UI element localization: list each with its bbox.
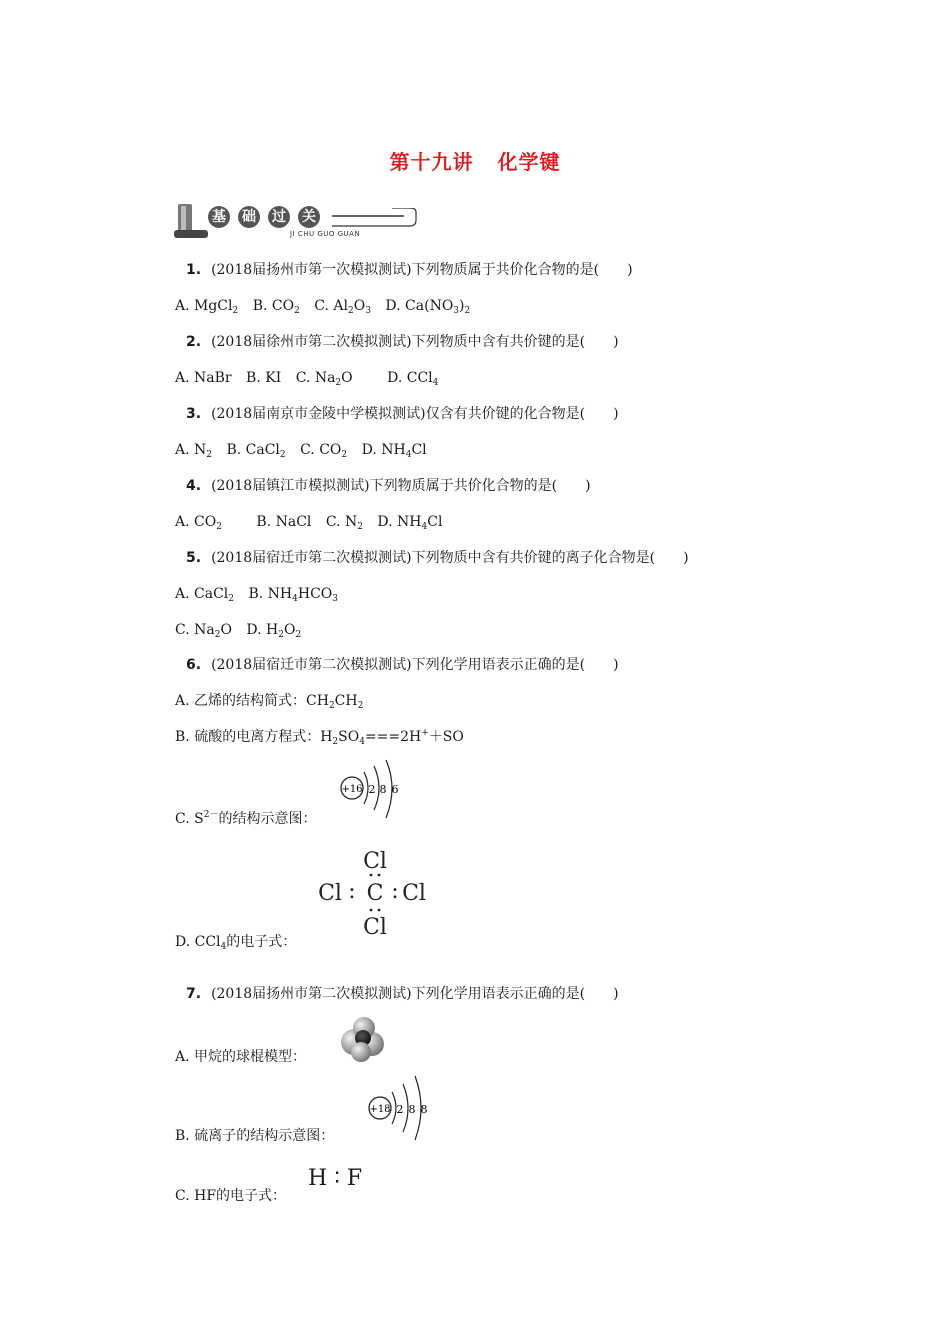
svg-text:C: C <box>366 881 384 906</box>
svg-text:Cl: Cl <box>363 849 387 874</box>
question-text: (2018届扬州市第二次模拟测试)下列化学用语表示正确的是( ) <box>211 986 619 1002</box>
question-text: (2018届镇江市模拟测试)下列物质属于共价化合物的是( ) <box>211 478 591 494</box>
badge-char-3: 过 <box>268 206 290 228</box>
question-1-options: A. MgCl$_2$ B. $CO_2$ C. $Al_2O_3$ D. $Ca(NO_3)_2$ <box>175 298 471 316</box>
question-number: 4. <box>186 478 202 494</box>
svg-text:+18: +18 <box>369 1104 391 1115</box>
svg-text:8: 8 <box>408 1103 416 1116</box>
svg-text:Cl: Cl <box>402 881 426 906</box>
svg-text:Cl: Cl <box>363 915 387 940</box>
question-number: 3. <box>186 406 202 422</box>
question-6-option-d: D. CCl$_4$的电子式： <box>175 934 297 952</box>
sulfur-atom-diagram <box>338 758 408 824</box>
question-1 <box>186 261 633 279</box>
question-3-options: A. $N_2$ B. CaCl$_2$ C. $CO_2$ D. $NH_4Cl$ <box>175 442 427 460</box>
svg-text:+16: +16 <box>341 784 363 795</box>
question-5-options-cd: C. $Na_2O$ D. $H_2O_2$ <box>175 622 302 640</box>
ccl4-lewis-structure <box>314 846 434 942</box>
question-number: 7. <box>186 986 202 1002</box>
question-text: (2018届扬州市第一次模拟测试)下列物质属于共价化合物的是( ) <box>211 262 633 278</box>
svg-text:6: 6 <box>391 783 399 796</box>
question-6-option-c: C. $S^{2-}$的结构示意图： <box>175 810 317 827</box>
question-4 <box>186 477 591 495</box>
svg-text:Cl: Cl <box>318 881 342 906</box>
question-7 <box>186 985 619 1003</box>
svg-text:8: 8 <box>379 783 387 796</box>
section-badge <box>172 200 422 242</box>
badge-icon <box>172 200 212 242</box>
question-number: 5. <box>186 550 202 566</box>
svg-text::: : <box>348 879 356 904</box>
title-part1: 第十九讲 <box>389 150 474 174</box>
hf-lewis-structure: H ∶ F <box>308 1166 363 1191</box>
question-2-options: A. NaBr B. KI C. $Na_2O$ D. CCl$_4$ <box>175 370 439 388</box>
question-text: (2018届宿迁市第二次模拟测试)下列化学用语表示正确的是( ) <box>211 657 619 673</box>
question-number: 2. <box>186 334 202 350</box>
question-4-options: A. $CO_2$ B. NaCl C. $N_2$ D. $NH_4Cl$ <box>175 514 443 532</box>
question-number: 6. <box>186 657 202 673</box>
question-7-option-a: A. 甲烷的球棍模型： <box>175 1049 307 1065</box>
badge-char-1: 基 <box>208 206 230 228</box>
question-number: 1. <box>186 262 202 278</box>
question-2 <box>186 333 619 351</box>
badge-char-4: 关 <box>298 206 320 228</box>
badge-pinyin: JI CHU GUO GUAN <box>290 230 361 238</box>
svg-text:8: 8 <box>420 1103 428 1116</box>
svg-text:2: 2 <box>396 1103 404 1116</box>
question-text: (2018届宿迁市第二次模拟测试)下列物质中含有共价键的离子化合物是( ) <box>211 550 689 566</box>
title-part2: 化学键 <box>497 150 561 174</box>
methane-ball-stick-model <box>336 1016 388 1062</box>
question-text: (2018届南京市金陵中学模拟测试)仅含有共价键的化合物是( ) <box>211 406 619 422</box>
badge-char-2: 础 <box>238 206 260 228</box>
question-text: (2018届徐州市第二次模拟测试)下列物质中含有共价键的是( ) <box>211 334 619 350</box>
page-title <box>0 146 950 175</box>
question-3 <box>186 405 619 423</box>
question-5 <box>186 549 689 567</box>
question-6-option-b: B. 硫酸的电离方程式：$H_2SO_4===2H^++SO$ <box>175 728 464 747</box>
question-6-option-a: A. 乙烯的结构简式：$CH_2CH_2$ <box>175 693 364 711</box>
question-6 <box>186 656 619 674</box>
question-7-option-b: B. 硫离子的结构示意图： <box>175 1128 335 1144</box>
svg-text::: : <box>391 879 399 904</box>
question-7-option-c: C. HF的电子式： <box>175 1188 287 1204</box>
question-5-options-ab: A. CaCl$_2$ B. $NH_4HCO_3$ <box>175 586 338 604</box>
sulfide-ion-diagram <box>366 1074 436 1142</box>
svg-text:2: 2 <box>368 783 376 796</box>
